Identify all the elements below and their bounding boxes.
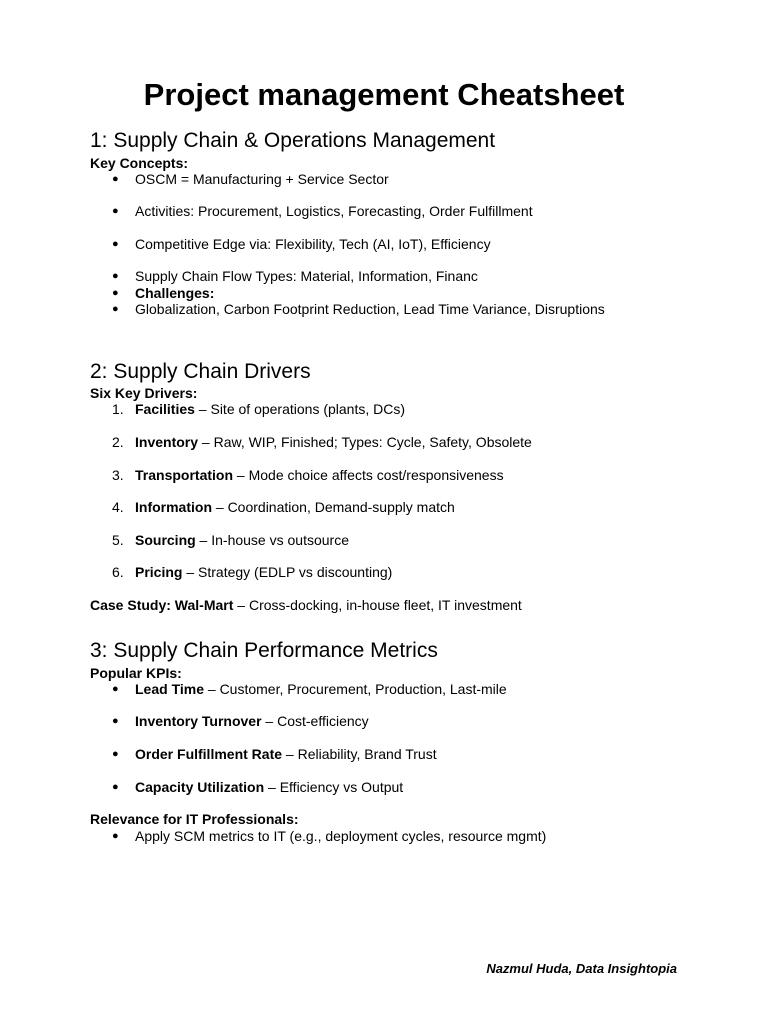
section-1-heading: 1: Supply Chain & Operations Management [90,129,496,152]
section-2-heading: 2: Supply Chain Drivers [90,360,311,383]
section-3-subheading-2: Relevance for IT Professionals: [90,811,299,827]
section-3-subheading: Popular KPIs: [90,665,182,681]
section-2-subheading: Six Key Drivers: [90,385,198,401]
bullet-icon: ● [112,270,119,282]
list-item-text: Apply SCM metrics to IT (e.g., deployment cycles, resource mgmt) [135,828,547,844]
bullet-icon: ● [112,238,119,250]
list-item-text: OSCM = Manufacturing + Service Sector [135,171,389,187]
bullet-icon: ● [112,287,119,299]
kpi-term: Capacity Utilization [135,779,265,795]
list-number: 5. [112,532,124,548]
section-1-subheading: Key Concepts: [90,155,189,171]
kpi-desc: – Cost-efficiency [261,713,369,729]
bullet-icon: ● [112,683,119,695]
bullet-icon: ● [112,781,119,793]
driver-desc: – Mode choice affects cost/responsiveness [233,467,504,483]
bullet-icon: ● [112,715,119,727]
page-title: Project management Cheatsheet [143,77,625,112]
driver-desc: – Strategy (EDLP vs discounting) [182,564,393,580]
kpi-term: Inventory Turnover [135,713,262,729]
kpi-desc: – Efficiency vs Output [264,779,404,795]
list-item-text: Activities: Procurement, Logistics, Forecasting, Order Fulfillment [135,203,533,219]
list-number: 3. [112,467,124,483]
kpi-desc: – Customer, Procurement, Production, Last-mile [204,681,507,697]
list-number: 2. [112,434,124,450]
driver-term: Transportation [135,467,234,483]
driver-term: Inventory [135,434,199,450]
list-number: 4. [112,499,124,515]
bullet-icon: ● [112,173,119,185]
list-number: 6. [112,564,124,580]
driver-term: Sourcing [135,532,196,548]
kpi-term: Order Fulfillment Rate [135,746,283,762]
kpi-term: Lead Time [135,681,204,697]
bullet-icon: ● [112,830,119,842]
driver-desc: – Site of operations (plants, DCs) [194,401,406,417]
case-study [90,597,522,614]
section-3-heading: 3: Supply Chain Performance Metrics [90,639,438,662]
list-number: 1. [112,401,124,417]
list-item-text: Supply Chain Flow Types: Material, Information, Financ [135,268,478,284]
author-footer: Nazmul Huda, Data Insightopia [486,961,677,976]
case-study-desc: – Cross-docking, in-house fleet, IT investment [233,597,522,613]
kpi-desc: – Reliability, Brand Trust [282,746,437,762]
list-item-text: Competitive Edge via: Flexibility, Tech (AI, IoT), Efficiency [135,236,491,252]
list-item-text: Globalization, Carbon Footprint Reduction, Lead Time Variance, Disruptions [135,301,605,317]
driver-desc: – In-house vs outsource [195,532,349,548]
case-study-term: Case Study: Wal-Mart [90,597,234,613]
driver-desc: – Coordination, Demand-supply match [212,499,455,515]
driver-desc: – Raw, WIP, Finished; Types: Cycle, Safety, Obsolete [198,434,532,450]
driver-term: Pricing [135,564,183,580]
driver-term: Information [135,499,212,515]
bullet-icon: ● [112,205,119,217]
driver-term: Facilities [135,401,195,417]
bullet-icon: ● [112,303,119,315]
list-item-text: Challenges: [135,285,215,301]
bullet-icon: ● [112,748,119,760]
